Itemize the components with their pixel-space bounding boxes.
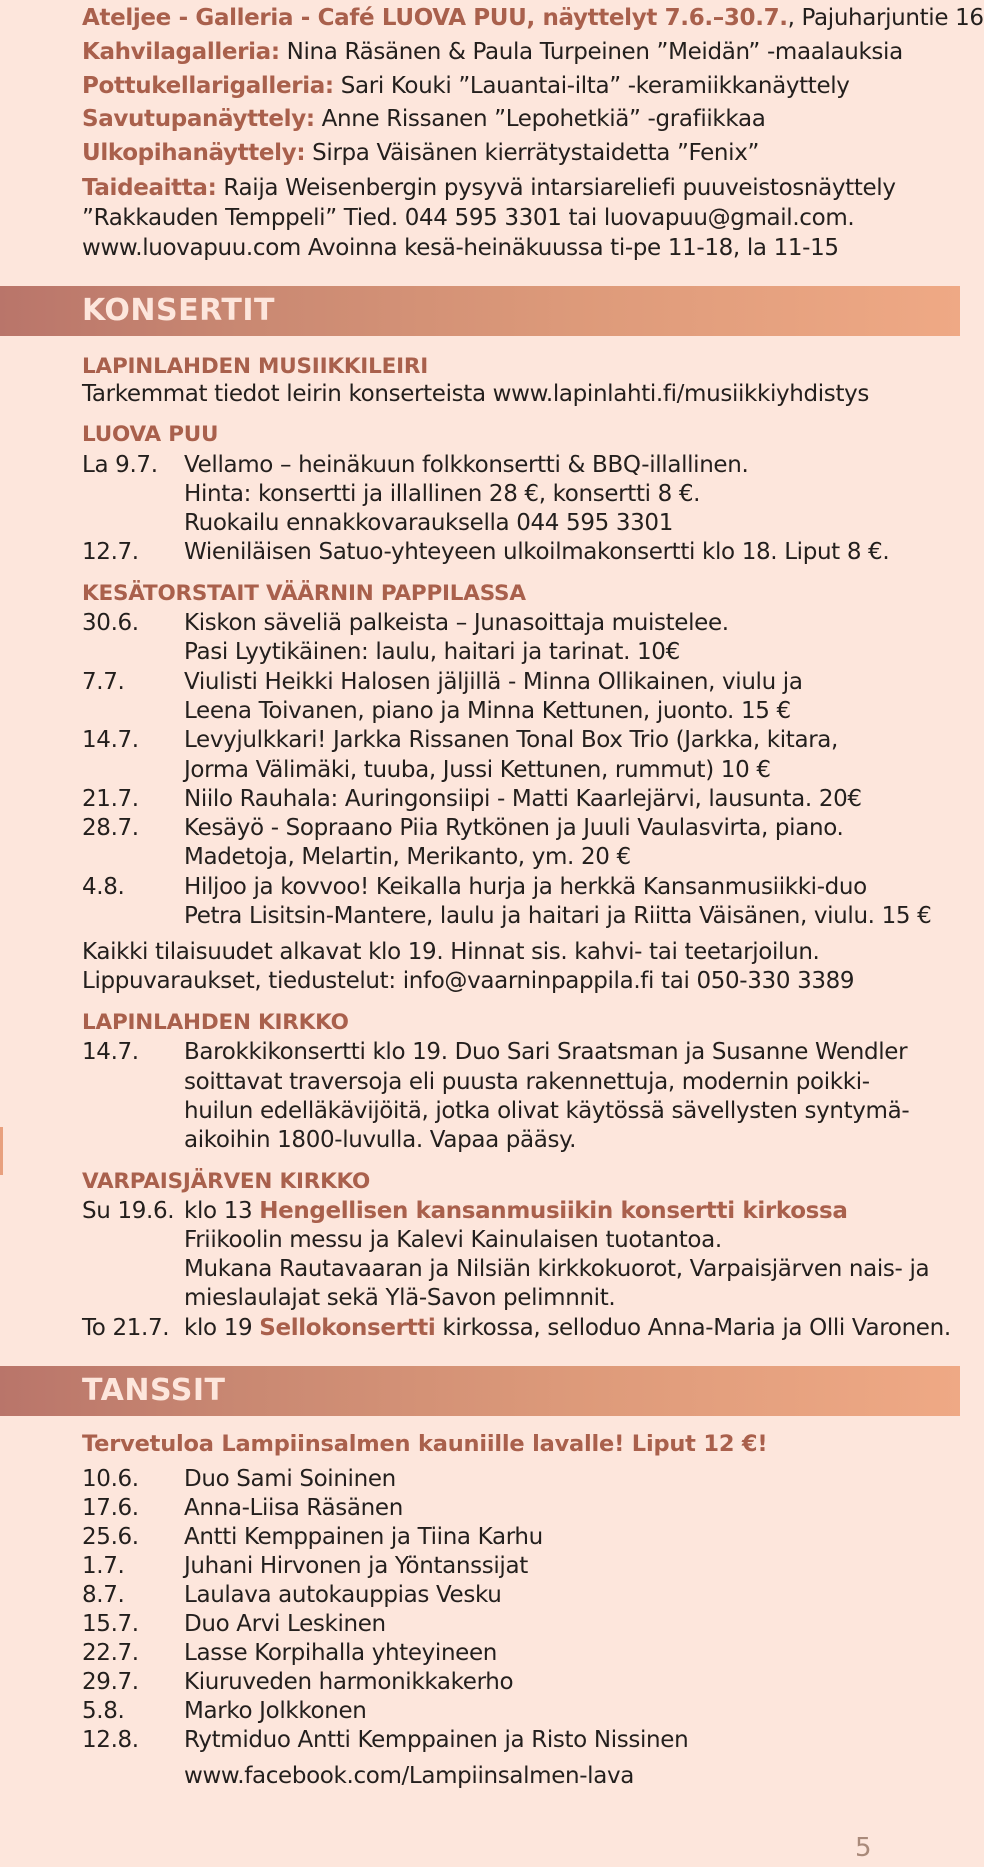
dance-date: 10.6. [82, 1466, 139, 1492]
event-text-cont: mieslaulajat sekä Ylä-Savon pelimnnit. [184, 1285, 616, 1311]
dance-performer: Duo Sami Soininen [184, 1466, 396, 1492]
exhibition-label: Kahvilagalleria: [82, 39, 280, 65]
event-date: 14.7. [82, 727, 139, 753]
event-text: Hiljoo ja kovvoo! Keikalla hurja ja herkkä Kansanmusiikki-duo [184, 874, 867, 900]
dance-performer: Laulava autokauppias Vesku [184, 1582, 502, 1608]
event-time: klo 19 [184, 1315, 260, 1341]
event-text-cont: huilun edelläkävijöitä, jotka olivat käytössä sävellysten syntymä- [184, 1098, 910, 1124]
section-heading: TANSSIT [82, 1373, 226, 1408]
event-text-cont: Pasi Lyytikäinen: laulu, haitari ja tarinat. 10€ [184, 639, 680, 665]
event-date: 14.7. [82, 1039, 139, 1065]
dance-date: 25.6. [82, 1524, 139, 1550]
exhibition-text: Nina Räsänen & Paula Turpeinen ”Meidän” -maalauksia [279, 39, 903, 65]
event-text [184, 1314, 951, 1343]
dance-performer: Lasse Korpihalla yhteyineen [184, 1640, 498, 1666]
event-text: Niilo Rauhala: Auringonsiipi - Matti Kaarlejärvi, lausunta. 20€ [184, 786, 862, 812]
event-text-cont: Friikoolin messu ja Kalevi Kainulaisen tuotantoa. [184, 1227, 722, 1253]
exhibition-line-venue [82, 4, 984, 33]
dance-performer: Anna-Liisa Räsänen [184, 1495, 403, 1521]
event-text: Kesäyö - Sopraano Piia Rytkönen ja Juuli Vaulasvirta, piano. [184, 815, 844, 841]
exhibition-label: Taideaitta: [82, 175, 217, 201]
exhibition-text: Raija Weisenbergin pysyvä intarsiareliefi puuveistosnäyttely [216, 175, 896, 201]
dance-date: 1.7. [82, 1553, 125, 1579]
exhibition-text: Sari Kouki ”Lauantai-ilta” -keramiikkanäyttely [333, 73, 850, 99]
event-text: Vellamo – heinäkuun folkkonsertti & BBQ-illallinen. [184, 452, 749, 478]
dance-date: 17.6. [82, 1495, 139, 1521]
event-text-cont: Jorma Välimäki, tuuba, Jussi Kettunen, rummut) 10 € [184, 757, 771, 783]
dance-performer: Rytmiduo Antti Kemppainen ja Risto Nissinen [184, 1727, 689, 1753]
exhibition-line-art-barn [82, 174, 896, 203]
exhibition-label: Savutupanäyttely: [82, 106, 315, 132]
subheading-musiikkileiri: LAPINLAHDEN MUSIIKKILEIRI [82, 354, 429, 379]
event-text-cont: Mukana Rautavaaran ja Nilsiän kirkkokuorot, Varpaisjärven nais- ja [184, 1256, 930, 1282]
event-date: 4.8. [82, 874, 125, 900]
subheading-varpaisjarven-kirkko: VARPAISJÄRVEN KIRKKO [82, 1169, 371, 1194]
margin-marker [0, 1127, 3, 1175]
event-time: klo 13 [184, 1198, 260, 1224]
venue-label: Ateljee - Galleria - Café LUOVA PUU, näyttelyt 7.6.–30.7. [82, 5, 788, 31]
event-text: Kiskon säveliä palkeista – Junasoittaja muistelee. [184, 610, 729, 636]
event-text-cont: soittavat traversoja eli puusta rakennettuja, modernin poikki- [184, 1069, 870, 1095]
exhibition-line-smoke-cabin [82, 105, 765, 134]
subheading-luova-puu: LUOVA PUU [82, 422, 219, 447]
event-date: 28.7. [82, 815, 139, 841]
event-text-cont: Ruokailu ennakkovarauksella 044 595 3301 [184, 510, 673, 536]
event-text-cont: Petra Lisitsin-Mantere, laulu ja haitari ja Riitta Väisänen, viulu. 15 € [184, 903, 932, 929]
exhibition-hours-line: www.luovapuu.com Avoinna kesä-heinäkuussa ti-pe 11-18, la 11-15 [82, 235, 839, 261]
exhibition-text: Anne Rissanen ”Lepohetkiä” -grafiikkaa [314, 106, 766, 132]
event-rest: kirkossa, selloduo Anna-Maria ja Olli Varonen. [435, 1315, 951, 1341]
section-heading: KONSERTIT [82, 293, 275, 328]
event-date: La 9.7. [82, 452, 158, 478]
event-date: To 21.7. [82, 1315, 170, 1341]
event-text [184, 1197, 848, 1226]
event-text: Levyjulkkari! Jarkka Rissanen Tonal Box Trio (Jarkka, kitara, [184, 727, 839, 753]
kesatorstait-booking: Lippuvaraukset, tiedustelut: info@vaarninpappila.fi tai 050-330 3389 [82, 968, 855, 994]
exhibition-label: Ulkopihanäyttely: [82, 140, 306, 166]
facebook-link[interactable]: www.facebook.com/Lampiinsalmen-lava [184, 1763, 634, 1789]
event-highlight: Hengellisen kansanmusiikin konsertti kirkossa [259, 1198, 848, 1224]
tanssit-intro: Tervetuloa Lampiinsalmen kauniille lavalle! Liput 12 €! [82, 1431, 768, 1457]
exhibition-text: Sirpa Väisänen kierrätystaidetta ”Fenix” [305, 140, 760, 166]
page-number: 5 [855, 1833, 872, 1863]
subheading-lapinlahden-kirkko: LAPINLAHDEN KIRKKO [82, 1010, 349, 1035]
event-text-cont: Leena Toivanen, piano ja Minna Kettunen, juonto. 15 € [184, 698, 791, 724]
dance-date: 12.8. [82, 1727, 139, 1753]
exhibition-line-yard [82, 139, 759, 168]
dance-performer: Antti Kemppainen ja Tiina Karhu [184, 1524, 543, 1550]
dance-date: 22.7. [82, 1640, 139, 1666]
dance-date: 15.7. [82, 1611, 139, 1637]
event-highlight: Sellokonsertti [259, 1315, 436, 1341]
event-date: 7.7. [82, 669, 125, 695]
exhibition-line-cellar-gallery [82, 72, 850, 101]
subheading-kesatorstait: KESÄTORSTAIT VÄÄRNIN PAPPILASSA [82, 581, 526, 606]
event-text: Viulisti Heikki Halosen jäljillä - Minna Ollikainen, viulu ja [184, 669, 803, 695]
kesatorstait-note: Kaikki tilaisuudet alkavat klo 19. Hinnat sis. kahvi- tai teetarjoilun. [82, 939, 820, 965]
venue-address: , Pajuharjuntie 16 [787, 5, 984, 31]
event-text-cont: Hinta: konsertti ja illallinen 28 €, konsertti 8 €. [184, 481, 701, 507]
exhibition-contact-line: ”Rakkauden Temppeli” Tied. 044 595 3301 tai luovapuu@gmail.com. [82, 205, 855, 231]
exhibition-label: Pottukellarigalleria: [82, 73, 334, 99]
event-text: Wieniläisen Satuo-yhteyeen ulkoilmakonsertti klo 18. Liput 8 €. [184, 539, 890, 565]
dance-date: 5.8. [82, 1698, 125, 1724]
dance-date: 8.7. [82, 1582, 125, 1608]
event-date: 12.7. [82, 539, 139, 565]
section-band-konsertit [0, 286, 960, 336]
dance-performer: Marko Jolkkonen [184, 1698, 367, 1724]
exhibition-line-cafe-gallery [82, 38, 903, 67]
dance-date: 29.7. [82, 1669, 139, 1695]
event-date: 30.6. [82, 610, 139, 636]
musiikkileiri-text: Tarkemmat tiedot leirin konserteista www.lapinlahti.fi/musiikkiyhdistys [82, 381, 870, 407]
section-band-tanssit [0, 1366, 960, 1416]
event-date: Su 19.6. [82, 1198, 175, 1224]
event-text-cont: aikoihin 1800-luvulla. Vapaa pääsy. [184, 1127, 577, 1153]
dance-performer: Kiuruveden harmonikkakerho [184, 1669, 514, 1695]
event-text-cont: Madetoja, Melartin, Merikanto, ym. 20 € [184, 844, 631, 870]
dance-performer: Juhani Hirvonen ja Yöntanssijat [184, 1553, 528, 1579]
event-text: Barokkikonsertti klo 19. Duo Sari Sraatsman ja Susanne Wendler [184, 1039, 908, 1065]
event-date: 21.7. [82, 786, 139, 812]
dance-performer: Duo Arvi Leskinen [184, 1611, 386, 1637]
